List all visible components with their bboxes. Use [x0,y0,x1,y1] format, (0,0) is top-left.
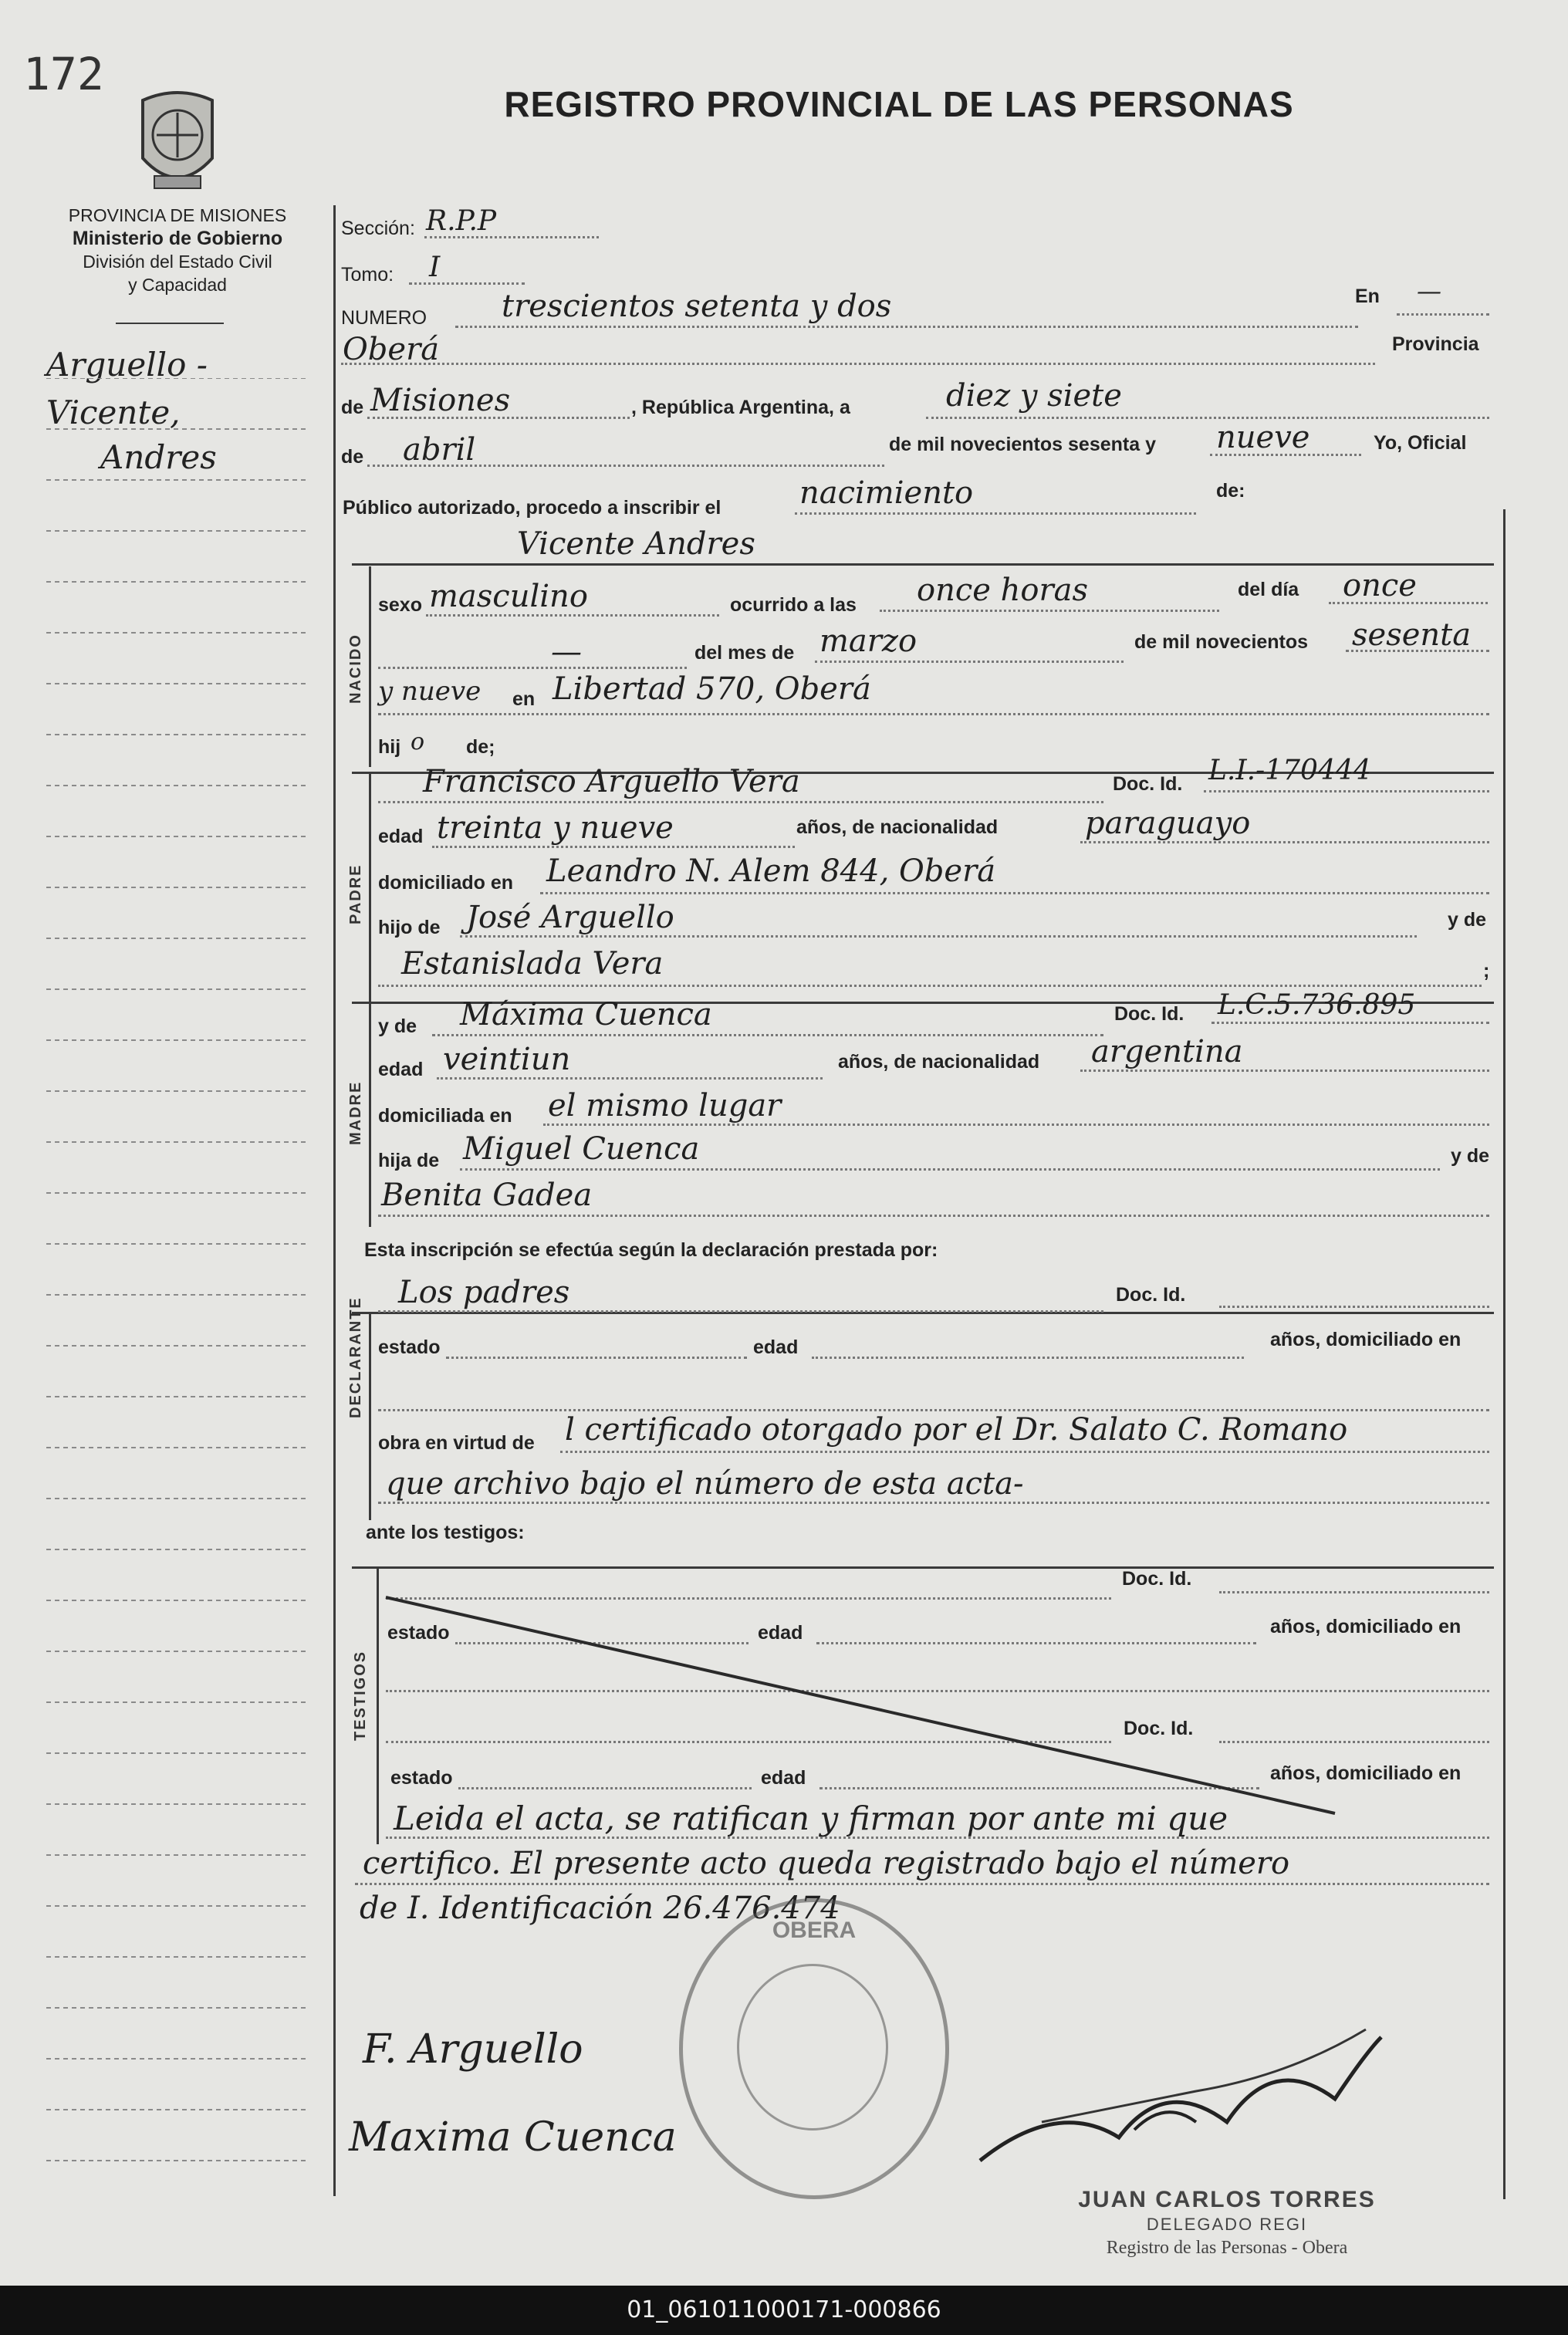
signature-father: F. Arguello [363,2026,583,2073]
stamp-emblem-icon [737,1964,888,2131]
mes-nac-line [815,661,1124,663]
provincia-label: Provincia [1392,333,1479,355]
abuela-m-line [378,1215,1489,1217]
en-line [1397,313,1489,316]
madre-doc-value: L.C.5.736.895 [1218,989,1416,1021]
padre-semicolon: ; [1483,960,1490,982]
obra-line-2-value: que archivo bajo el número de esta acta- [386,1466,1024,1502]
y-de-madre-label: y de [378,1015,417,1037]
official-office: Registro de las Personas - Obera [1106,2238,1348,2258]
declarante-doc-label: Doc. Id. [1116,1284,1186,1306]
nacido-section-label: NACIDO [347,634,364,704]
testigo1-estado-label: estado [387,1622,450,1644]
closing-rule-1 [386,1837,1489,1839]
padre-doc-label: Doc. Id. [1113,773,1183,795]
numero-line [455,326,1358,328]
testigo2-edad-label: edad [761,1767,806,1789]
ante-testigos-label: ante los testigos: [366,1522,525,1543]
padre-edad-value: treinta y nueve [437,810,674,846]
header-capacity: y Capacidad [128,275,227,295]
issuing-authority [31,204,324,296]
en2-label: en [512,688,536,710]
closing-line-1: Leida el acta, se ratifican y firman por ante mi que [394,1799,1228,1837]
del-mes-label: del mes de [694,642,795,664]
stamp-text: OBERA [772,1918,857,1943]
madre-dom-line [543,1124,1489,1126]
abuela-p-line [378,985,1482,987]
lugar-nac-line [378,713,1489,715]
padre-edad-label: edad [378,826,424,847]
padre-doc-line [1204,790,1489,792]
madre-nac-value: argentina [1091,1034,1243,1070]
de-mil-label: de mil novecientos sesenta y [889,434,1156,455]
abuelo-m-line [460,1168,1440,1171]
nombre-value: Vicente Andres [517,526,755,562]
provincia-line [367,417,630,419]
de2-label: de [341,446,364,468]
anio-nac-2-value: y nueve [378,676,482,707]
declarante-side-rule [369,1312,371,1520]
declarante-section-label: DECLARANTE [347,1296,364,1418]
fecha-dia-line [926,417,1489,419]
official-stamp [679,1898,949,2199]
padre-dom-line [540,892,1489,894]
mes-line [367,465,884,467]
left-frame-line [333,205,336,2196]
anio-nac-1-line [1346,650,1489,652]
provincia-value: Misiones [370,383,511,418]
hijo-o-value: o [411,728,425,755]
sexo-line [426,614,719,617]
madre-nac-label: años, de nacionalidad [838,1051,1040,1073]
declarante-estado-label: estado [378,1336,441,1358]
numero-label: NUMERO [341,307,427,329]
testigo1-anos-label: años, domiciliado en [1270,1616,1462,1637]
obra-line-2 [378,1502,1489,1504]
testigo1-doc-label: Doc. Id. [1122,1568,1192,1590]
seccion-label: Sección: [341,218,415,239]
sexo-value: masculino [429,579,588,614]
page-title: REGISTRO PROVINCIAL DE LAS PERSONAS [504,84,1294,124]
declarante-edad-line [812,1357,1244,1359]
madre-section-label: MADRE [347,1080,364,1145]
abuela-m-value: Benita Gadea [381,1178,593,1213]
madre-dom-label: domiciliada en [378,1105,512,1127]
madre-dom-value: el mismo lugar [548,1088,782,1124]
official-role: DELEGADO REGI [1146,2215,1308,2234]
page-number: 172 [23,48,104,100]
padre-section-label: PADRE [347,863,364,924]
margin-middle-name: Andres [100,438,217,476]
testigo2-anos-label: años, domiciliado en [1270,1762,1462,1784]
declarante-dom-line [378,1409,1489,1411]
nacido-top-rule [352,563,1494,566]
tomo-value: I [429,252,441,283]
acto-value: nacimiento [799,475,974,511]
anio-line [1210,454,1361,456]
abuela-p-value: Estanislada Vera [401,946,664,982]
official-signature-icon [965,2006,1397,2184]
declarante-doc-line [1219,1306,1489,1308]
padre-hijo-de-label: hijo de [378,917,441,938]
closing-rule-2 [355,1883,1489,1885]
lugar-value: Oberá [343,332,440,367]
lugar-line [341,363,1375,365]
madre-edad-value: veintiun [443,1042,571,1077]
header-province: PROVINCIA DE MISIONES [68,205,287,225]
closing-line-3: de I. Identificación 26.476.474 [360,1891,840,1926]
madre-doc-line [1211,1022,1489,1024]
obra-virtud-label: obra en virtud de [378,1432,535,1454]
madre-nombre-line [432,1034,1103,1036]
acto-line [795,512,1196,515]
de-colon-label: de: [1216,480,1245,502]
padre-nombre-value: Francisco Arguello Vera [423,764,800,799]
right-frame-line [1503,509,1505,2199]
hijo-label: hij [378,736,401,758]
declarante-line [378,1310,1103,1313]
padre-side-rule [369,773,371,1002]
header-ministry: Ministerio de Gobierno [72,228,283,249]
padre-y-de-label: y de [1448,909,1487,931]
abuelo-p-value: José Arguello [466,900,674,935]
declarante-value: Los padres [398,1275,570,1310]
padre-doc-value: L.I.-170444 [1208,755,1371,786]
margin-given-name: Vicente, [46,394,181,431]
de-semi-label: de; [466,736,495,758]
dia-cont-line [378,667,687,669]
coat-of-arms-icon [127,85,228,201]
tomo-label: Tomo: [341,264,394,286]
publico-label: Público autorizado, procedo a inscribir el [343,497,721,519]
closing-line-2: certifico. El presente acto queda registrado bajo el número [363,1846,1290,1881]
madre-nombre-value: Máxima Cuenca [460,997,712,1032]
en-dash-value: — [1417,276,1441,306]
signature-mother: Maxima Cuenca [349,2114,677,2161]
official-name: JUAN CARLOS TORRES [1078,2187,1376,2212]
header-division: División del Estado Civil [83,252,272,272]
mes-value: abril [403,432,476,468]
testigos-top-rule [352,1566,1494,1569]
margin-ruled-lines [46,378,309,2191]
padre-nombre-line [378,801,1103,803]
numero-value: trescientos setenta y dos [502,289,892,324]
madre-edad-label: edad [378,1059,424,1080]
ocurrido-label: ocurrido a las [730,594,857,616]
padre-dom-value: Leandro N. Alem 844, Oberá [546,853,996,889]
madre-side-rule [369,1003,371,1227]
madre-doc-label: Doc. Id. [1114,1003,1184,1025]
madre-hija-de-label: hija de [378,1150,440,1171]
del-dia-label: del día [1238,579,1299,600]
esta-inscripcion-label: Esta inscripción se efectúa según la declaración prestada por: [364,1239,938,1261]
horas-value: once horas [917,573,1088,608]
de-label: de [341,397,364,418]
madre-nac-line [1080,1070,1489,1072]
abuelo-m-value: Miguel Cuenca [463,1131,700,1167]
testigos-section-label: TESTIGOS [352,1650,369,1741]
obra-line-1-value: l certificado otorgado por el Dr. Salato C. Romano [565,1412,1348,1448]
mes-nac-value: marzo [819,623,917,659]
seccion-value: R.P.P [426,205,497,237]
lugar-nac-value: Libertad 570, Oberá [553,671,871,707]
sexo-label: sexo [378,594,422,616]
margin-surname: Arguello - [46,346,208,384]
de-mil-nov-label: de mil novecientos [1134,631,1309,653]
republica-label: , República Argentina, a [631,397,850,418]
declarante-estado-line [446,1357,747,1359]
padre-edad-line [432,846,795,848]
seccion-line [424,236,599,238]
tomo-line [409,282,525,285]
anio-value: nueve [1216,420,1310,455]
dash-value: — [551,634,582,670]
abuelo-p-line [460,935,1417,938]
madre-y-de-label: y de [1451,1145,1490,1167]
padre-nac-label: años, de nacionalidad [796,816,999,838]
header-rule [116,323,224,324]
declarante-edad-label: edad [753,1336,799,1358]
footer-image-id: 01_061011000171-000866 [0,2286,1568,2335]
padre-dom-label: domiciliado en [378,872,514,894]
fecha-dia-value: diez y siete [946,378,1122,414]
en-label: En [1355,286,1380,307]
horas-line [880,610,1219,612]
anio-nac-1-value: sesenta [1352,617,1472,653]
nacido-side-rule [369,566,371,767]
dia-line [1329,602,1488,604]
testigo2-estado-label: estado [390,1767,453,1789]
obra-line-1 [560,1451,1489,1453]
testigo2-doc-label: Doc. Id. [1124,1718,1194,1739]
madre-edad-line [437,1077,823,1080]
declarante-anos-label: años, domiciliado en [1270,1329,1462,1350]
testigo1-edad-label: edad [758,1622,803,1644]
yo-oficial-label: Yo, Oficial [1374,432,1467,454]
padre-nac-value: paraguayo [1085,806,1251,841]
padre-nac-line [1080,841,1489,843]
dia-value: once [1343,568,1417,603]
